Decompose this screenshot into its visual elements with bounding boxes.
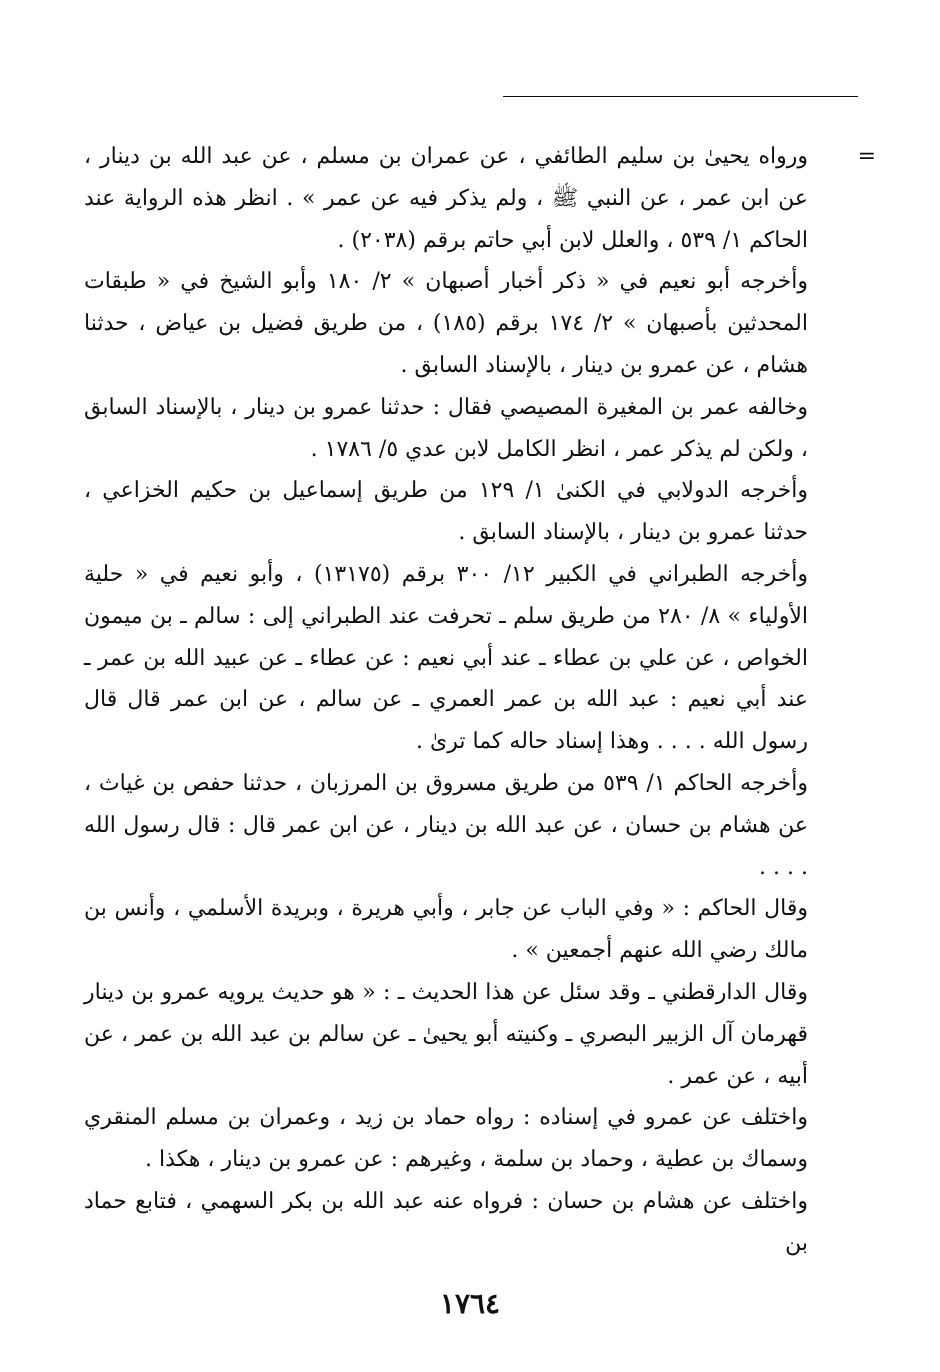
paragraph-9: واختلف عن عمرو في إسناده : رواه حماد بن زيد ، وعمران بن مسلم المنقري وسماك بن عطية ، وحماد بن سلمة ، وغيرهم : عن عمرو بن دينار ، هكذا .: [84, 1105, 808, 1173]
paragraph-10: واختلف عن هشام بن حسان : فرواه عنه عبد الله بن بكر السهمي ، فتابع حماد بن: [84, 1188, 808, 1256]
paragraph-8: وقال الدارقطني ـ وقد سئل عن هذا الحديث ـ : « هو حديث يرويه عمرو بن دينار قهرمان آل الزبير البصري ـ وكنيته أبو يحيىٰ ـ عن سالم بن عبد الله بن عمر ، عن أبيه ، عن عمر .: [84, 979, 808, 1089]
paragraph-1: ورواه يحيىٰ بن سليم الطائفي ، عن عمران بن مسلم ، عن عبد الله بن دينار ، عن ابن عمر ، عن النبي ﷺ ، ولم يذكر فيه عن عمر » . انظر هذه الرواية عند الحاكم ١/ ٥٣٩ ، والعلل لابن أبي حاتم برقم (٢٠٣٨) .: [84, 144, 808, 253]
continuation-mark: =: [857, 144, 876, 169]
page-number: ١٧٦٤: [439, 1287, 501, 1320]
paragraph-4: وأخرجه الدولابي في الكنىٰ ١/ ١٢٩ من طريق إسماعيل بن حكيم الخزاعي ، حدثنا عمرو بن دينار ، بالإسناد السابق .: [84, 478, 808, 546]
paragraph-7: وقال الحاكم : « وفي الباب عن جابر ، وأبي هريرة ، وبريدة الأسلمي ، وأنس بن مالك رضي الله عنهم أجمعين » .: [84, 896, 808, 964]
paragraph-3: وخالفه عمر بن المغيرة المصيصي فقال : حدثنا عمرو بن دينار ، بالإسناد السابق ، ولكن لم يذكر عمر ، انظر الكامل لابن عدي ٥/ ١٧٨٦ .: [84, 394, 808, 462]
paragraph-5: وأخرجه الطبراني في الكبير ١٢/ ٣٠٠ برقم (١٣١٧٥) ، وأبو نعيم في « حلية الأولياء » ٨/ ٢٨٠ من طريق سلم ـ تحرفت عند الطبراني إلى : سالم ـ بن ميمون الخواص ، عن علي بن عطاء ـ عند أبي نعيم : عن عطاء ـ عن عبيد الله بن عمر ـ عند أبي نعيم : عبد الله بن عمر العمري ـ عن سالم ، عن ابن عمر قال قال رسول الله . . . . وهذا إسناد حاله كما ترىٰ .: [84, 561, 809, 755]
footnote-separator-rule: [503, 96, 858, 97]
paragraph-2: وأخرجه أبو نعيم في « ذكر أخبار أصبهان » ٢/ ١٨٠ وأبو الشيخ في « طبقات المحدثين بأصبهان » ٢/ ١٧٤ برقم (١٨٥) ، من طريق فضيل بن عياض ، حدثنا هشام ، عن عمرو بن دينار ، بالإسناد السابق .: [84, 269, 809, 378]
footnote-text-block: [84, 136, 808, 1265]
paragraph-6: وأخرجه الحاكم ١/ ٥٣٩ من طريق مسروق بن المرزبان ، حدثنا حفص بن غياث ، عن هشام بن حسان ، عن عبد الله بن دينار ، عن ابن عمر قال : قال رسول الله . . . .: [84, 770, 809, 880]
